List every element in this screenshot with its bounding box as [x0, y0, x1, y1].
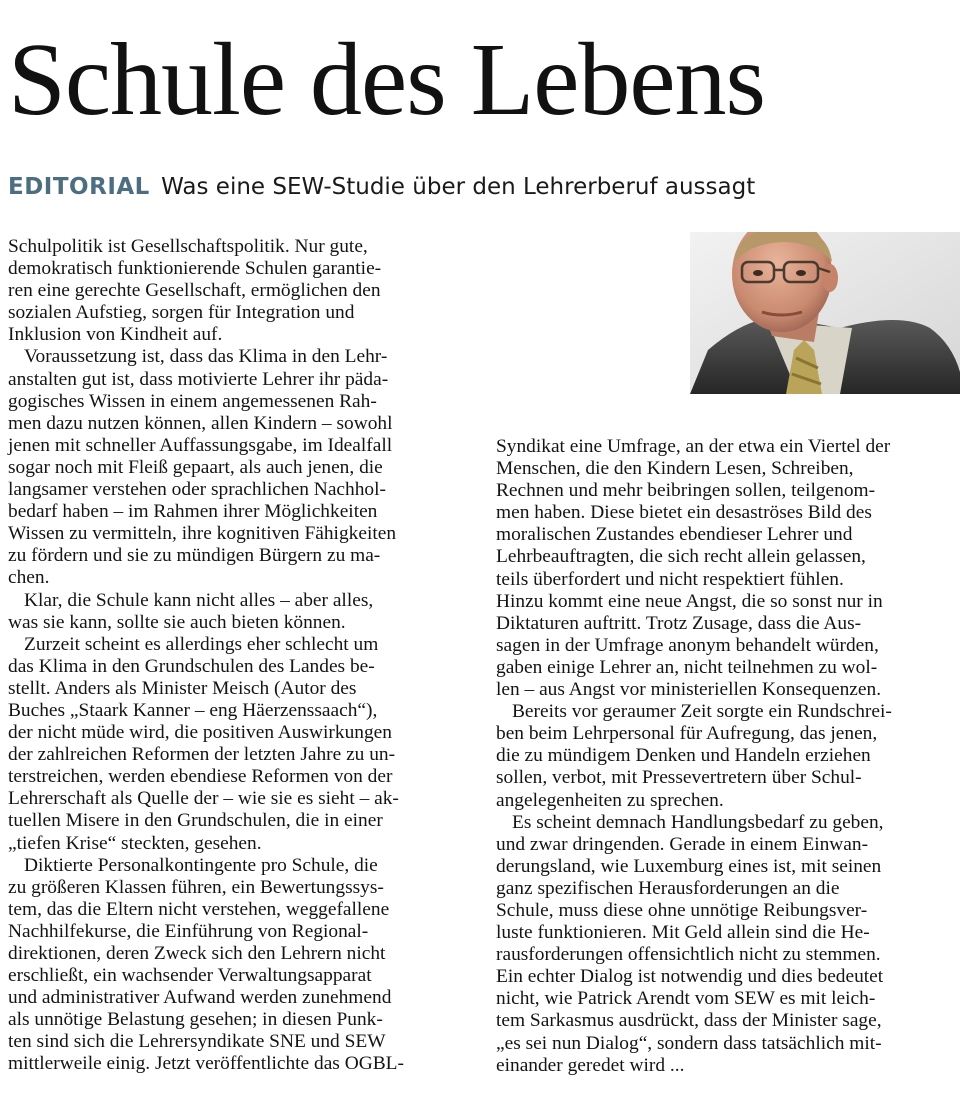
- text-line: „tiefen Krise“ steckten, gesehen.: [8, 832, 262, 854]
- text-line: Inklusion von Kindheit auf.: [8, 324, 223, 346]
- text-line: Buches „Staark Kanner – eng Häerzenssaach“),: [8, 699, 378, 721]
- text-line: sagen in der Umfrage anonym behandelt würden,: [496, 634, 879, 656]
- text-line: Syndikat eine Umfrage, an der etwa ein Viertel der: [496, 436, 891, 457]
- text-line: stellt. Anders als Minister Meisch (Autor des: [8, 677, 357, 699]
- text-line: jenen mit schneller Auffassungsgabe, im Idealfall: [8, 434, 393, 456]
- text-line: der zahlreichen Reformen der letzten Jahre zu un-: [8, 744, 396, 766]
- text-line: ren eine gerechte Gesellschaft, ermöglichen den: [8, 280, 381, 302]
- text-line: nicht, wie Patrick Arendt vom SEW es mit leich-: [496, 988, 876, 1010]
- portrait-icon: [690, 232, 960, 394]
- text-line: men haben. Diese bietet ein desaströses Bild des: [496, 502, 872, 524]
- text-line: Voraussetzung ist, dass das Klima in den Lehr-: [24, 346, 388, 368]
- text-line: mittlerweile einig. Jetzt veröffentlichte das OGBL-: [8, 1053, 404, 1075]
- text-line: zu größeren Klassen führen, ein Bewertungssys-: [8, 876, 384, 898]
- text-line: derungsland, wie Luxemburg eines ist, mit seinen: [496, 855, 882, 877]
- text-line: Diktaturen auftritt. Trotz Zusage, dass die Aus-: [496, 612, 862, 634]
- text-line: direktionen, deren Zweck sich den Lehrern nicht: [8, 943, 386, 964]
- text-line: Hinzu kommt eine neue Angst, die so sonst nur in: [496, 590, 883, 612]
- text-line: luste funktionieren. Mit Geld allein sind die He-: [496, 922, 870, 944]
- author-portrait-photo: [690, 232, 960, 394]
- text-line: und administrativer Aufwand werden zunehmend: [8, 987, 392, 1009]
- text-line: tem Sarkasmus ausdrückt, dass der Minister sage,: [496, 1010, 882, 1032]
- text-line: zu fördern und sie zu mündigen Bürgern zu ma-: [8, 545, 381, 567]
- text-line: Nachhilfekurse, die Einführung von Regional-: [8, 920, 369, 942]
- text-line: gogisches Wissen in einem angemessenen Rah-: [8, 390, 377, 412]
- article-column-right: [496, 436, 966, 1077]
- text-line: die zu mündigem Denken und Handeln erziehen: [496, 745, 871, 767]
- text-line: sozialen Aufstieg, sorgen für Integration und: [8, 302, 355, 324]
- text-line: erschließt, ein wachsender Verwaltungsapparat: [8, 965, 372, 987]
- text-line: das Klima in den Grundschulen des Landes be-: [8, 655, 375, 677]
- text-line: terstreichen, werden ebendiese Reformen von der: [8, 766, 393, 788]
- text-line: len – aus Angst vor ministeriellen Konsequenzen.: [496, 679, 882, 701]
- text-line: tem, das die Eltern nicht verstehen, weggefallene: [8, 898, 390, 920]
- text-line: tuellen Misere in den Grundschulen, die in einer: [8, 810, 383, 832]
- text-line: ben beim Lehrpersonal für Aufregung, das jenen,: [496, 723, 878, 745]
- headline: Schule des Lebens: [8, 22, 766, 137]
- text-line: Lehrbeauftragten, die sich recht allein gelassen,: [496, 546, 866, 568]
- text-line: bedarf haben – im Rahmen ihrer Möglichkeiten: [8, 501, 378, 523]
- text-line: angelegenheiten zu sprechen.: [496, 789, 724, 811]
- text-line: Zurzeit scheint es allerdings eher schlecht um: [24, 633, 379, 655]
- text-line: Schule, muss diese ohne unnötige Reibungsver-: [496, 899, 868, 921]
- text-line: Schulpolitik ist Gesellschaftspolitik. Nur gute,: [8, 236, 368, 257]
- text-line: langsamer verstehen oder sprachlichen Nachhol-: [8, 479, 386, 501]
- text-line: was sie kann, sollte sie auch bieten können.: [8, 611, 346, 633]
- text-line: der nicht müde wird, die positiven Auswirkungen: [8, 722, 392, 744]
- text-line: „es sei nun Dialog“, sondern dass tatsächlich mit-: [496, 1032, 882, 1054]
- text-line: als unnötige Belastung gesehen; in diesen Punk-: [8, 1009, 383, 1031]
- text-line: moralischen Zustandes ebendieser Lehrer und: [496, 524, 853, 546]
- text-line: Bereits vor geraumer Zeit sorgte ein Rundschrei-: [512, 701, 892, 723]
- text-line: rausforderungen offensichtlich nicht zu stemmen.: [496, 944, 881, 966]
- text-line: Klar, die Schule kann nicht alles – aber alles,: [24, 589, 374, 611]
- text-line: teils überfordert und nicht respektiert fühlen.: [496, 568, 844, 590]
- text-line: anstalten gut ist, dass motivierte Lehrer ihr päda-: [8, 368, 389, 390]
- text-line: Ein echter Dialog ist notwendig und dies bedeutet: [496, 966, 884, 988]
- subheadline: [8, 170, 755, 204]
- text-line: Menschen, die den Kindern Lesen, Schreiben,: [496, 458, 854, 480]
- text-line: Diktierte Personalkontingente pro Schule, die: [24, 854, 378, 876]
- text-line: demokratisch funktionierende Schulen garantie-: [8, 258, 382, 280]
- text-line: Es scheint demnach Handlungsbedarf zu geben,: [512, 811, 884, 833]
- text-line: sogar noch mit Fleiß gepaart, als auch jenen, die: [8, 456, 383, 478]
- text-line: Rechnen und mehr beibringen sollen, teilgenom-: [496, 480, 876, 502]
- text-line: sollen, verbot, mit Pressevertretern über Schul-: [496, 767, 862, 789]
- text-line: Lehrerschaft als Quelle der – wie sie es sieht – ak-: [8, 788, 399, 810]
- section-kicker: EDITORIAL: [8, 174, 150, 200]
- text-line: chen.: [8, 567, 50, 589]
- subtitle: Was eine SEW-Studie über den Lehrerberuf aussagt: [161, 174, 756, 200]
- text-line: gaben einige Lehrer an, nicht teilnehmen zu wol-: [496, 656, 878, 678]
- text-line: ten sind sich die Lehrersyndikate SNE und SEW: [8, 1031, 386, 1053]
- text-line: und zwar dringenden. Gerade in einem Einwan-: [496, 833, 869, 855]
- article-column-left: [8, 236, 478, 1076]
- text-line: ganz spezifischen Herausforderungen an die: [496, 877, 840, 899]
- text-line: men dazu nutzen können, allen Kindern – sowohl: [8, 412, 393, 434]
- text-line: einander geredet wird ...: [496, 1054, 685, 1076]
- text-line: Wissen zu vermitteln, ihre kognitiven Fähigkeiten: [8, 523, 397, 545]
